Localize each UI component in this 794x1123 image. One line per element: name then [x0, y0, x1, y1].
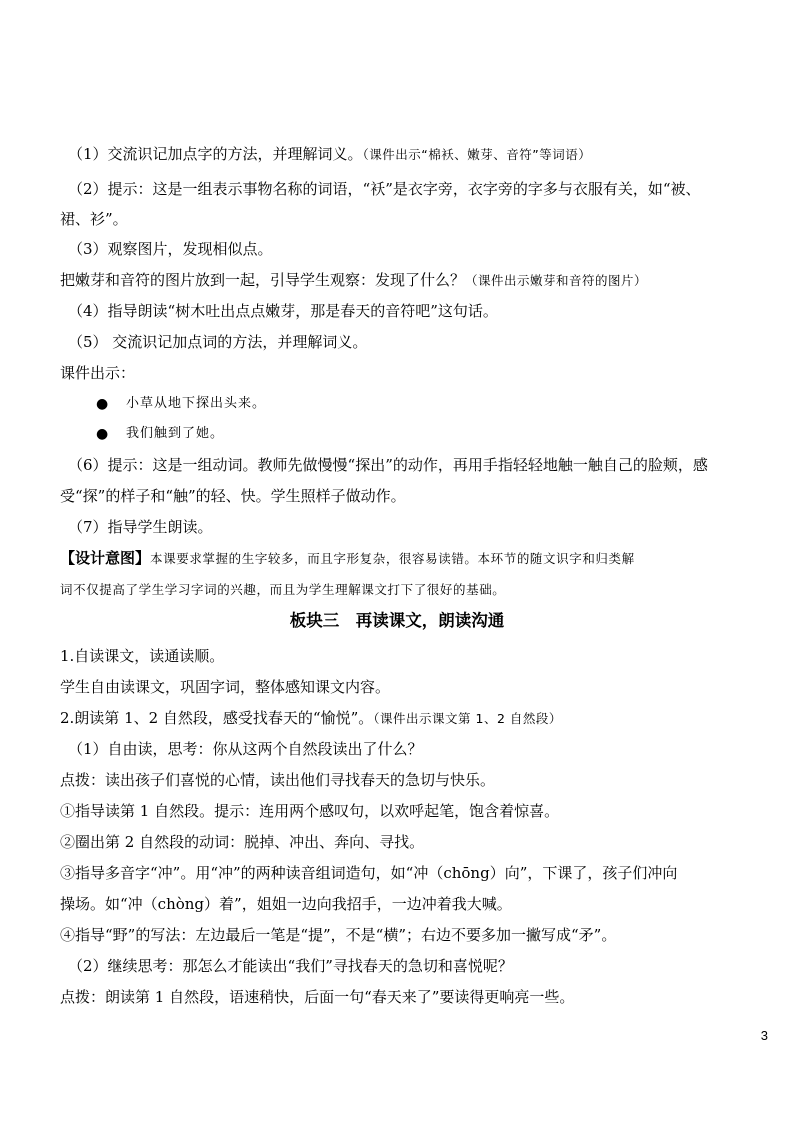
paragraph-line — [68, 332, 768, 352]
courseware-note: （课件出示课文第 1、2 自然段） — [373, 711, 562, 726]
design-intent-line — [60, 579, 760, 600]
paragraph-line — [60, 894, 760, 914]
line-text: ①指导读第 1 自然段。提示：连用两个感叹句，以欢呼起笔，饱含着惊喜。 — [60, 802, 560, 820]
bullet-icon: ● — [96, 396, 109, 412]
paragraph-line — [68, 239, 768, 259]
paragraph-line — [60, 770, 760, 790]
design-intent-text: 词不仅提高了学生学习字词的兴趣，而且为学生理解课文打下了很好的基础。 — [60, 582, 506, 597]
line-text: 把嫩芽和音符的图片放到一起，引导学生观察：发现了什么？ — [60, 271, 466, 289]
design-intent-label: 【设计意图】 — [60, 549, 151, 567]
paragraph-line — [60, 987, 760, 1007]
line-text: ②圈出第 2 自然段的动词：脱掉、冲出、奔向、寻找。 — [60, 833, 425, 851]
design-intent-text: 本课要求掌握的生字较多，而且字形复杂，很容易读错。本环节的随文识字和归类解 — [150, 551, 635, 566]
paragraph-line — [60, 486, 760, 506]
line-text: （1）交流识记加点字的方法，并理解词义。 — [68, 145, 363, 163]
line-text: （6）提示：这是一组动词。教师先做慢慢“探出”的动作，再用手指轻轻地触一触自己的脸颊，感 — [68, 456, 708, 474]
paragraph-line — [68, 455, 768, 475]
paragraph-line — [68, 144, 768, 165]
line-text: 点拨：朗读第 1 自然段，语速稍快，后面一句“春天来了”要读得更响亮一些。 — [60, 988, 575, 1006]
paragraph-line — [60, 363, 760, 383]
paragraph-line — [68, 517, 768, 537]
paragraph-line — [68, 301, 768, 321]
paragraph-line — [60, 209, 760, 229]
paragraph-line — [60, 801, 760, 821]
line-text: 受“探”的样子和“触”的轻、快。学生照样子做动作。 — [60, 487, 406, 505]
bullet-text: 小草从地下探出头来。 — [126, 396, 267, 411]
line-text: （4）指导朗读“树木吐出点点嫩芽，那是春天的音符吧”这句话。 — [68, 302, 498, 320]
line-text: 裙、衫”。 — [60, 210, 128, 228]
line-text: ④指导“野”的写法：左边最后一笔是“提”，不是“横”；右边不要多加一撇写成“矛”。 — [60, 926, 617, 944]
design-intent-line — [60, 548, 760, 569]
paragraph-line — [60, 677, 760, 697]
paragraph-line — [60, 863, 760, 883]
line-text: （5） 交流识记加点词的方法，并理解词义。 — [68, 333, 368, 351]
paragraph-line — [68, 956, 768, 976]
line-text: 学生自由读课文，巩固字词，整体感知课文内容。 — [60, 678, 391, 696]
courseware-note: （课件出示“棉袄、嫩芽、音符”等词语） — [362, 147, 592, 162]
paragraph-line — [60, 832, 760, 852]
line-text: 操场。如“冲（chòng）着”，姐姐一边向我招手，一边冲着我大喊。 — [60, 895, 512, 913]
line-text: 课件出示： — [60, 364, 136, 382]
line-text: （2）提示：这是一组表示事物名称的词语，“袄”是衣字旁，衣字旁的字多与衣服有关，如“被、 — [68, 180, 701, 198]
paragraph-line — [60, 646, 760, 666]
line-text: 点拨：读出孩子们喜悦的心情，读出他们寻找春天的急切与快乐。 — [60, 771, 496, 789]
paragraph-line — [60, 925, 760, 945]
page-number: 3 — [760, 1028, 768, 1043]
line-text: （3）观察图片，发现相似点。 — [68, 240, 273, 258]
line-text: （2）继续思考：那怎么才能读出“我们”寻找春天的急切和喜悦呢？ — [68, 957, 513, 975]
bullet-text: 我们触到了她。 — [126, 426, 225, 441]
paragraph-line — [68, 739, 768, 759]
bullet-icon: ● — [96, 426, 109, 442]
line-text: （1）自由读，思考：你从这两个自然段读出了什么？ — [68, 740, 423, 758]
paragraph-line — [60, 708, 760, 729]
line-text: （7）指导学生朗读。 — [68, 518, 213, 536]
section-heading: 板块三 再读课文，朗读沟通 — [289, 611, 505, 630]
line-text: ③指导多音字“冲”。用“冲”的两种读音组词造句，如“冲（chōng）向”，下课了，孩子们冲向 — [60, 864, 678, 882]
line-text: 1.自读课文，读通读顺。 — [60, 647, 225, 665]
paragraph-line — [60, 270, 760, 291]
paragraph-line — [68, 179, 768, 199]
line-text: 2.朗读第 1、2 自然段，感受找春天的“愉悦”。 — [60, 709, 374, 727]
courseware-note: （课件出示嫩芽和音符的图片） — [465, 273, 648, 288]
